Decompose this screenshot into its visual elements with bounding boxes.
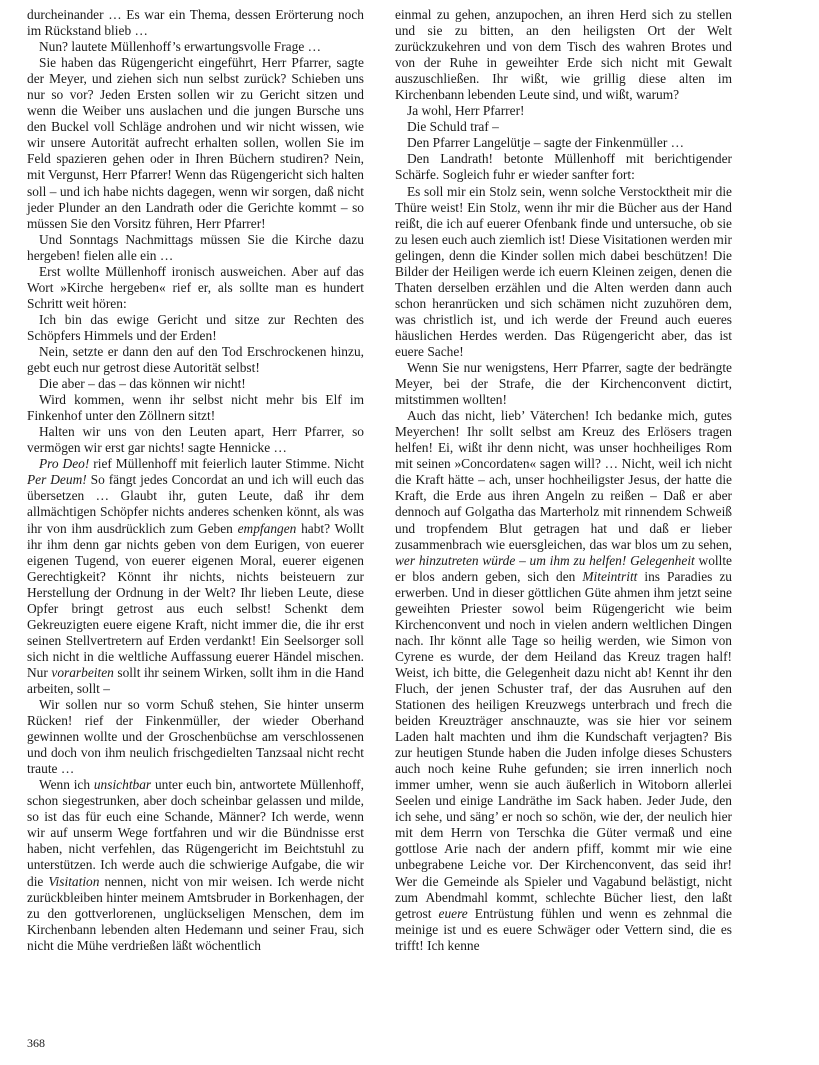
text-run: Wenn ich	[39, 777, 94, 793]
paragraph	[27, 264, 364, 312]
italic-text: euere	[438, 905, 468, 921]
page-number: 368	[27, 1036, 45, 1050]
paragraph	[27, 39, 364, 55]
text-run: sollt ihr seinem Wirken, sollt ihm in die Hand arbeiten, sollt –	[27, 664, 364, 696]
left-column	[27, 7, 364, 954]
text-run: unter euch bin, antwortete Müllenhoff, schon siegestrunken, aber doch scheinbar gelassen und milde, so ist das für euch eine Schande, Männer? Ich werde, wenn wir auf unserm Wege fortfahren und wir die Bündnisse erst haben, nicht verfehlen, das Rügengericht im Beichtstuhl zu unterstützen. Ich werde auch die schwierige Aufgabe, die wir die	[27, 777, 364, 889]
text-run: Die aber – das – das können wir nicht!	[39, 376, 246, 392]
paragraph	[27, 392, 364, 424]
text-run: Sie haben das Rügengericht eingeführt, Herr Pfarrer, sagte der Meyer, und ziehen sich nun selbst zurück? Schieben uns nur so vor? Jeden Ersten sollen wir zu Gericht sitzen und wenn die Weiber uns auslachen und die jungen Bursche uns den Buckel voll Schläge androhen und wir nicht wissen, wie wir unsere Autorität aufrecht erhalten sollen, wollen Sie im Feld spazieren gehen oder in Ihren Büchern studiren? Nein, mit Vergunst, Herr Pfarrer! Wenn das Rügengericht sich halten soll – und ich habe nichts dagegen, wenn wir sorgen, daß nicht jeder Plunder an den Landrath oder die Gerichte kommt – so müssen Sie den Vorsitz führen, Herr Pfarrer!	[27, 55, 364, 231]
italic-text: Miteintritt	[582, 568, 638, 584]
text-run: Entrüstung fühlen und wenn es zehnmal die meinige ist und es euere Schwäger oder Vettern sind, die es trifft! Ich kenne	[395, 905, 733, 953]
paragraph	[395, 119, 732, 135]
text-run: Wenn Sie nur wenigstens, Herr Pfarrer, sagte der bedrängte Meyer, bei der Strafe, die der Kirchenconvent dictirt, mitstimmen wollten!	[395, 360, 732, 408]
text-run: Die Schuld traf –	[407, 119, 499, 135]
text-run: So fängt jedes Concordat an und ich will euch das übersetzen … Glaubt ihr, guten Leute, daß ihr dem allmächtigen Schöpfer nichts anderes schenken könnt, als was ihr von ihm ausdrücklich zum Geben	[27, 472, 364, 536]
paragraph	[27, 376, 364, 392]
italic-text: Visitation	[48, 873, 100, 889]
text-run: einmal zu gehen, anzupochen, an ihren Herd sich zu stellen und sie zu bitten, an den heiligsten Ort der Welt zurückzukehren und von dem Tisch des wahren Brotes und von der Ruhe in geweihter Erde sich nicht mit Gewalt auszuschließen. Ihr wißt, wie grillig diese alten im Kirchenbann lebenden Leute sind, und wißt, warum?	[395, 7, 732, 103]
text-run: Erst wollte Müllenhoff ironisch ausweichen. Aber auf das Wort »Kirche hergeben« rief er, als sollte man es hundert Schritt weit hören:	[27, 263, 364, 311]
paragraph	[27, 344, 364, 376]
text-run: Und Sonntags Nachmittags müssen Sie die Kirche dazu hergeben! fielen alle ein …	[27, 231, 364, 263]
italic-text: empfangen	[237, 520, 297, 536]
paragraph	[27, 55, 364, 232]
paragraph	[27, 424, 364, 456]
italic-text: unsichtbar	[93, 777, 152, 793]
italic-text: wer hinzutreten würde – um ihm zu helfen! Gelegenheit	[395, 552, 695, 568]
paragraph	[395, 360, 732, 408]
text-run: Den Landrath! betonte Müllenhoff mit berichtigender Schärfe. Sogleich fuhr er wieder sanfter fort:	[395, 151, 732, 183]
paragraph	[27, 7, 364, 39]
paragraph	[27, 312, 364, 344]
text-run: durcheinander … Es war ein Thema, dessen Erörterung noch im Rückstand blieb …	[27, 7, 364, 39]
text-run: Auch das nicht, lieb’ Väterchen! Ich bedanke mich, gutes Meyerchen! Ihr sollt selbst am Kreuz des Erlösers tragen helfen! Ei, wißt ihr denn nicht, was unser hochheiliges Rom mit seinen »Concordaten« sagen will? … Nicht, weil ich nicht die Kraft hätte – ach, unser hochheiligster Jesus, der hatte die Kraft, die Erde aus ihren Angeln zu reißen – Daß er aber dennoch auf Golgatha das Marterholz mit rinnendem Schweiß und tropfendem Blut getragen hat und daß er lieber zusammenbrach wie euersgleichen, das war blos um zu sehen,	[395, 408, 732, 552]
text-run: Wird kommen, wenn ihr selbst nicht mehr bis Elf im Finkenhof unter den Zöllnern sitzt!	[27, 392, 364, 424]
paragraph	[27, 456, 364, 697]
paragraph	[395, 7, 732, 103]
italic-text: vorarbeiten	[51, 664, 114, 680]
text-run: ins Paradies zu erwerben. Und in dieser göttlichen Güte ahmen ihm jetzt seine geweihten Priester sowol beim Rügengericht wie beim Kirchenconvent und noch in vielen andern weltlichen Dingen nach. Ihr könnt alle Tage so heilig werden, wie Simon von Cyrene es wurde, der dem Heiland das Kreuz tragen half! Weist, ich bitte, die Gelegenheit dazu nicht ab! Kennt ihr den Fluch, der jenen Schuster traf, der das Ausruhen auf den Stationen des heiligen Kreuzwegs unterbrach und frech die beiden Kreuzträger anschnauzte, was sie hier vor seinem Laden halt machten und ihm die Kundschaft verjagten? Bis zur heutigen Stunde haben die Juden infolge dieses Schusters auch noch keine Ruhe gefunden; sie irren innerlich noch immer umher, wenn sie auch äußerlich in Witoborn allerlei Seelen und einige Landräthe im Sack haben. Jeder Jude, den ich sehe, und säng’ er noch so schön, wie der, der neulich hier mit dem Herrn von Terschka die Güter vermaß und eine gottlose Arie nach der andern pfiff, kommt mir wie eine unbegrabene Leiche vor. Der Kirchenconvent, das seid ihr! Wer die Gemeinde als Spieler und Vagabund belästigt, nicht zum Abendmahl kommt, schlechte Bücher liest, den laßt getrost	[395, 568, 733, 921]
paragraph	[27, 697, 364, 777]
text-run: rief Müllenhoff mit feierlich lauter Stimme. Nicht	[89, 456, 364, 472]
text-run: habt? Wollt ihr ihm denn gar nichts geben von dem Eurigen, von euerer eigenen Tugend, von euerer eigenen Moral, euerer eigenen Gerechtigkeit? Könnt ihr nichts, nichts beisteuern zur Herstellung der Ordnung in der Welt? Ihr lieben Leute, diese Opfer bringt getrost aus euch selbst! Schenkt dem Gekreuzigten euere eigene Kraft, nicht immer die, die ihr erst seinen Stellvertretern auf Erden verdankt! Ein Seelsorger soll sich nicht in die weltliche Auffassung euerer Händel mischen. Nur	[27, 520, 364, 680]
text-run: Nun? lautete Müllenhoff’s erwartungsvolle Frage …	[39, 39, 321, 55]
paragraph	[395, 103, 732, 119]
paragraph	[395, 151, 732, 183]
paragraph	[395, 184, 732, 361]
text-run: Ja wohl, Herr Pfarrer!	[407, 103, 525, 119]
paragraph	[27, 232, 364, 264]
text-run: wollte er blos andern geben, sich den	[395, 552, 732, 584]
text-run: Wir sollen nur so vorm Schuß stehen, Sie hinter unserm Rücken! rief der Finkenmüller, der wieder Oberhand gewinnen wollte und der Groschenbüchse am verschlossenen und doch von ihm neulich frischgedielten Tanzsaal nicht recht traute …	[27, 697, 364, 777]
text-run: Nein, setzte er dann den auf den Tod Erschrockenen hinzu, gebt euch nur getrost diese Autorität selbst!	[27, 343, 364, 376]
text-run: nennen, nicht von mir weisen. Ich werde nicht zurückbleiben hinter meinem Amtsbruder in Borkenhagen, der zu den gottverlorenen, unglückseligen Menschen, dem im Kirchenbann lebenden alten Hedemann und seiner Frau, sich nicht die Mühe verdrießen läßt wöchentlich	[27, 873, 364, 953]
text-run: Den Pfarrer Langelütje – sagte der Finkenmüller …	[407, 135, 685, 151]
italic-text: Per Deum!	[27, 472, 87, 488]
italic-text: Pro Deo!	[39, 456, 90, 472]
paragraph	[395, 408, 732, 954]
text-run: Ich bin das ewige Gericht und sitze zur Rechten des Schöpfers Himmels und der Erden!	[27, 311, 364, 343]
paragraph	[27, 777, 364, 954]
text-run: Halten wir uns von den Leuten apart, Herr Pfarrer, so vermögen wir erst gar nichts! sagte Hennicke …	[27, 424, 364, 456]
text-run: Es soll mir ein Stolz sein, wenn solche Verstocktheit mir die Thüre weist! Ein Stolz, wenn ihr mir die Bücher aus der Hand reißt, die ich auf euerer Ofenbank finde und untersuche, ob sie zu lesen euch auch ziemlich ist! Diese Visitationen werden mir gelingen, denn die Kinder sollen mich dabei beschützen! Die Bilder der Heiligen werde ich euern Kleinen zeigen, denen die Thaten derselben erzählen und die Alten werden dann auch schon heranrücken und sich schämen nicht zuzuhören dem, was christlich ist, und ich werde der Freund auch eueres häuslichen Herdes werden. Das Rügengericht aber, das ist euere Sache!	[395, 183, 732, 359]
paragraph	[395, 135, 732, 151]
right-column	[395, 7, 732, 954]
